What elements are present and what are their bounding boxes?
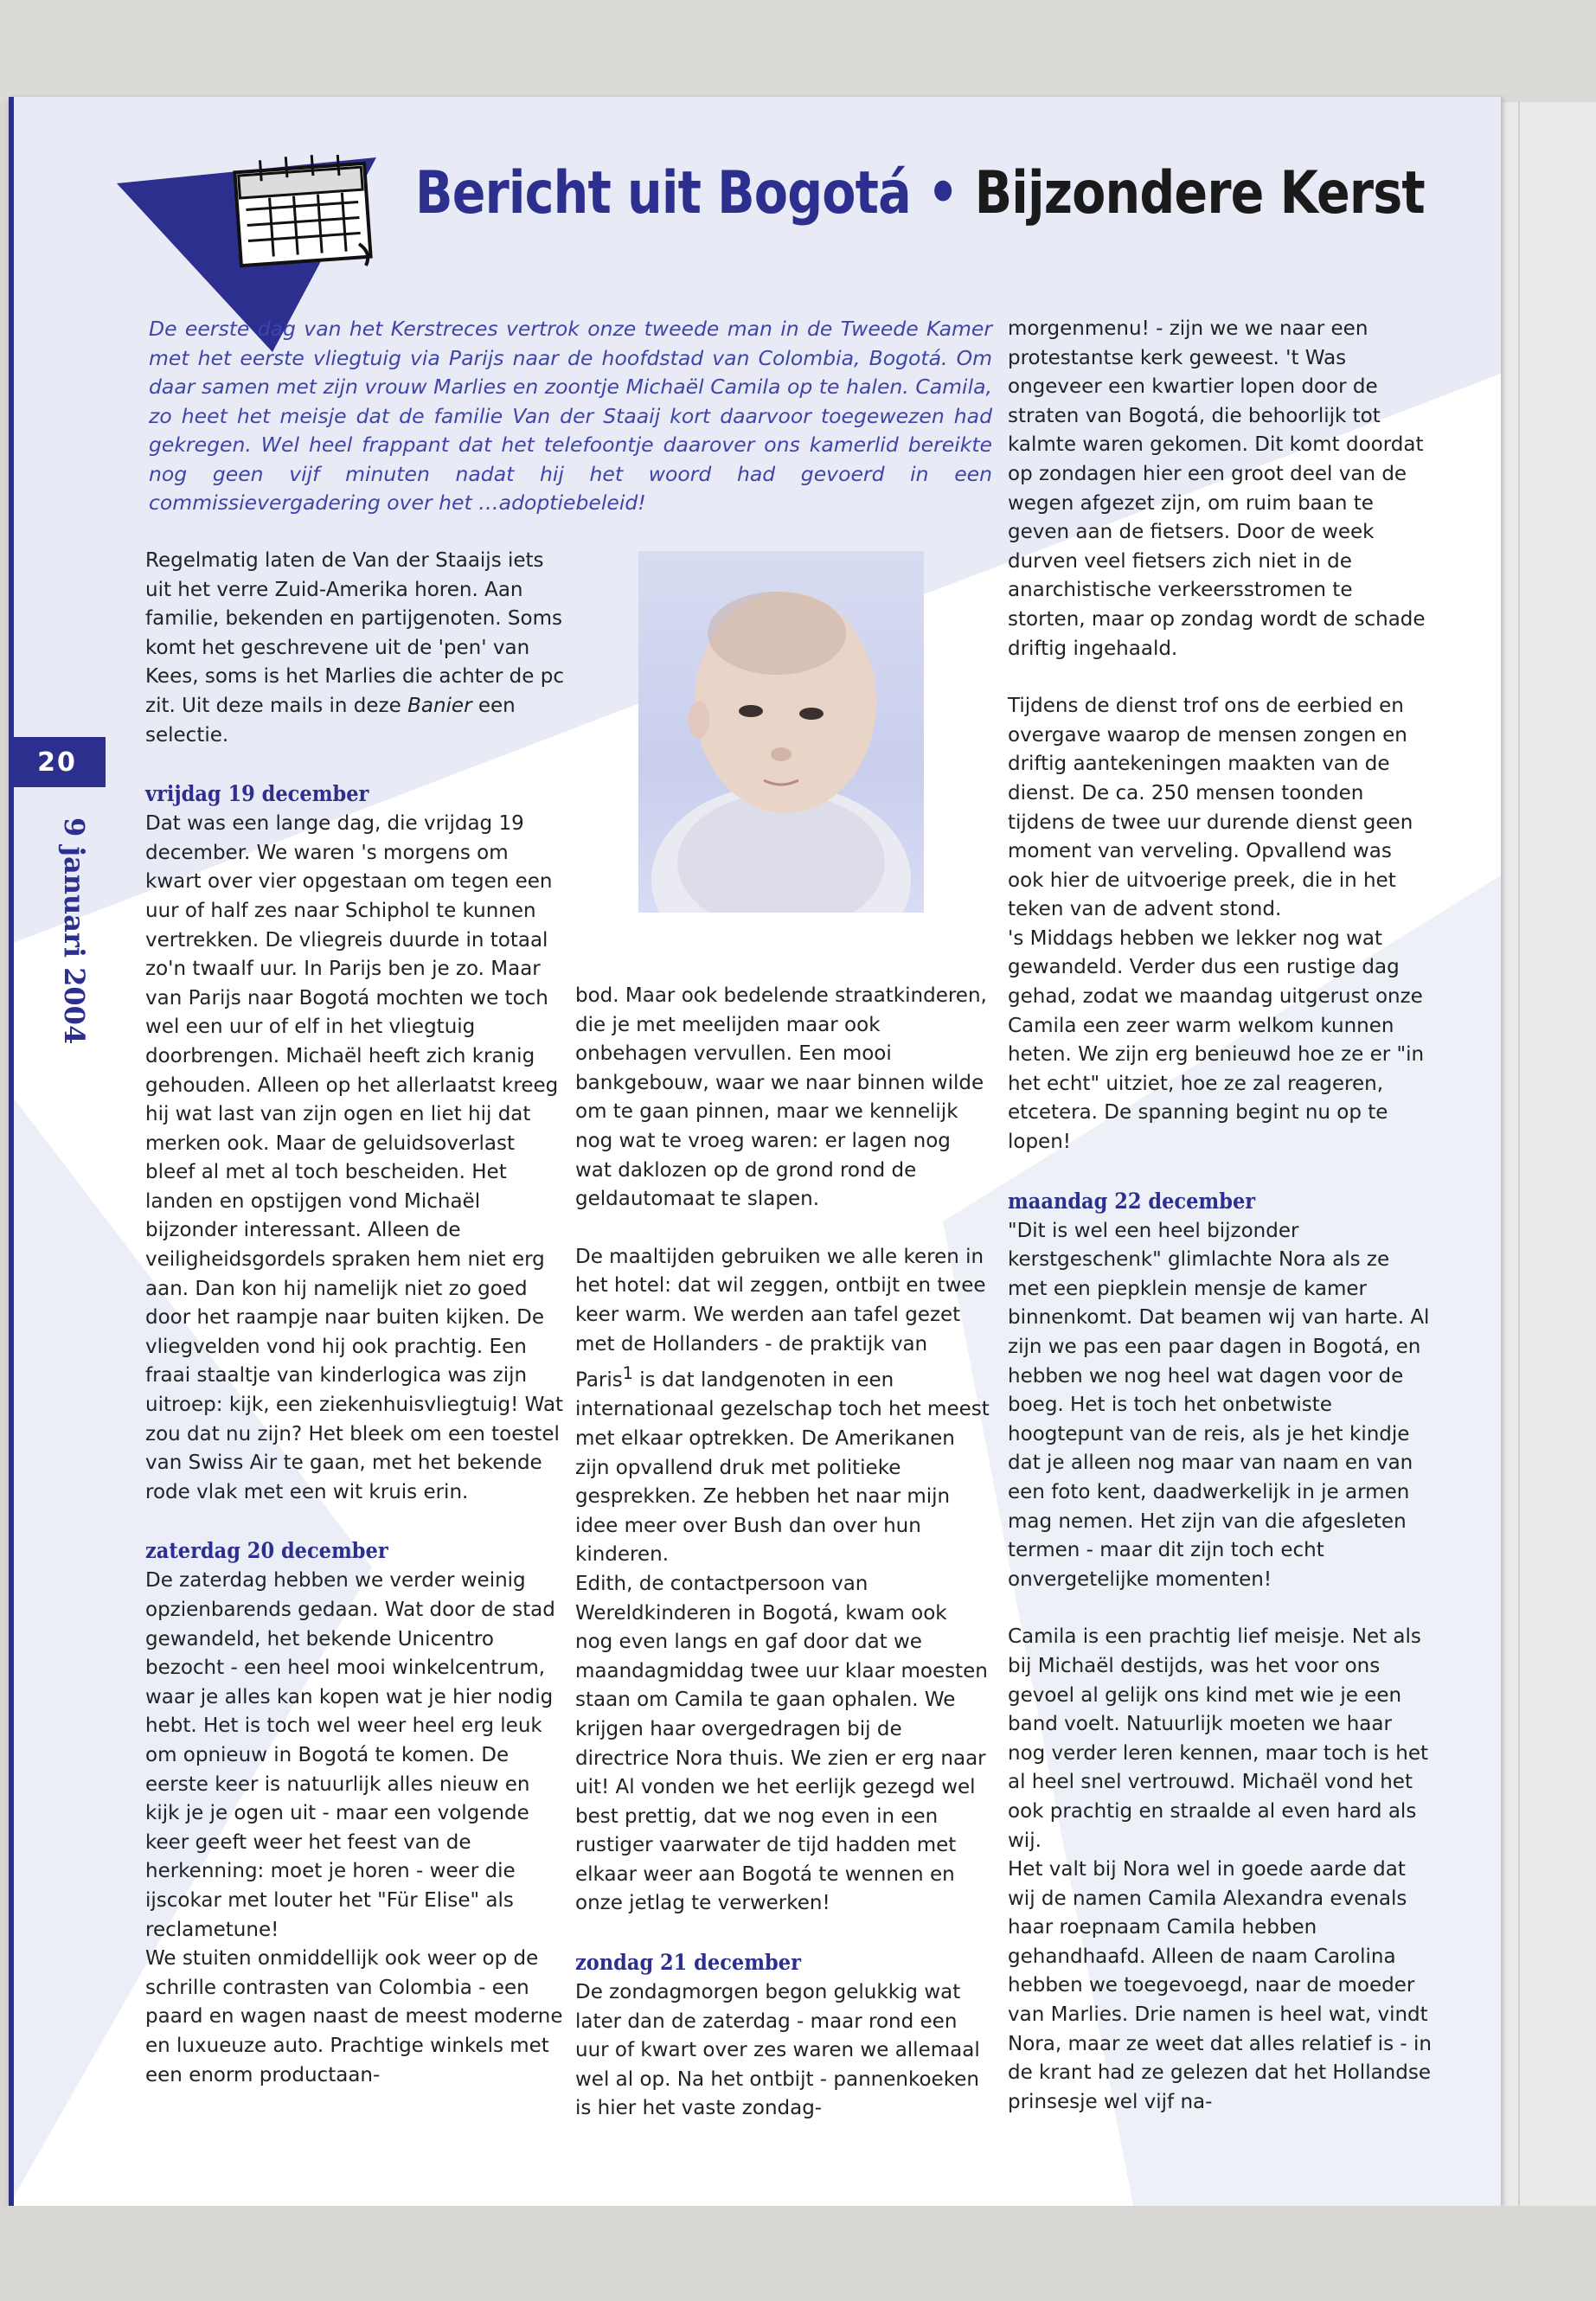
issue-date: 9 januari 2004 bbox=[58, 817, 91, 1045]
paragraph-edith: Edith, de contactpersoon van Wereldkinderen in Bogotá, kwam ook nog even langs en gaf door dat we maandagmiddag twee uur klaar moesten staan om Camila te gaan ophalen. We krijgen haar overgedragen bij de directrice Nora thuis. We zien er erg naar uit! Al vonden we het eerlijk gezegd wel best prettig, dat we nog even in een rustiger vaarwater de tijd hadden met elkaar weer aan Bogotá te wennen en onze jetlag te verwerken! bbox=[575, 1572, 988, 1915]
meals-text-cont: is dat landgenoten in een internationaal gezelschap toch het meest met elkaar optrekken. De Amerikanen zijn opvallend druk met politieke gesprekken. Ze hebben het naar mijn idee meer over Bush dan over hun kinderen. bbox=[575, 1368, 990, 1567]
column-2 bbox=[575, 982, 990, 2124]
baby-photo-illustration bbox=[638, 551, 924, 913]
paragraph-afternoon: 's Middags hebben we lekker nog wat gewandeld. Verder dus een rustige dag gehad, zodat we maandag uitgerust onze Camila een zeer warm welkom kunnen heten. We zijn erg benieuwd hoe ze er "in het echt" uitziet, hoe ze zal reageren, etcetera. De spanning begint nu op te lopen! bbox=[1008, 926, 1425, 1154]
title-part-1: Bericht uit Bogotá bbox=[415, 159, 911, 228]
paragraph-camila: Camila is een prachtig lief meisje. Net als bij Michaël destijds, was het voor ons gevoel al gelijk ons kind met wie je een band voelt. Natuurlijk moeten we haar nog verder leren kennen, maar toch is het al heel snel vertrouwd. Michaël vond het ook prachtig en straalde al even hard als wij. bbox=[1008, 1625, 1428, 1852]
spacer bbox=[1008, 1594, 1432, 1623]
heading-saturday: zaterdag 20 december bbox=[145, 1538, 388, 1564]
page-title bbox=[415, 159, 1425, 228]
next-page-edge bbox=[1501, 102, 1596, 2239]
page-number-tab bbox=[9, 737, 106, 787]
lead-paragraph bbox=[145, 547, 569, 750]
paragraph-monday: "Dit is wel een heel bijzonder kerstgeschenk" glimlachte Nora als ze met een piepklein mensje de kamer binnenkomt. Dat beamen wij van harte. Al zijn we pas een paar dagen in Bogotá, en hebben we nog heel wat dagen voor de boeg. Het is toch het onbetwiste hoogtepunt van de reis, als je het kindje dat je alleen nog maar van naam en van een foto kent, daadwerkelijk in je armen mag nemen. Het zijn van die afgesleten termen - maar dit zijn toch echt onvergetelijke momenten! bbox=[1008, 1219, 1430, 1591]
spacer bbox=[145, 750, 569, 779]
paragraph-meals bbox=[575, 1243, 990, 1570]
calendar-icon bbox=[229, 149, 381, 270]
title-bullet: • bbox=[910, 159, 975, 228]
paragraph-friday: Dat was een lange dag, die vrijdag 19 december. We waren 's morgens om kwart over vier opgestaan om tegen een uur of half zes naar Schiphol te kunnen vertrekken. De vliegreis duurde in totaal zo'n twaalf uur. In Parijs ben je zo. Maar van Parijs naar Bogotá mochten we toch wel een uur of elf in het vliegtuig doorbrengen. Michaël heeft zich kranig gehouden. Alleen op het allerlaatst kreeg hij wat last van zijn ogen en liet hij dat merken ook. Maar de geluidsoverlast bleef al met al toch bescheiden. Het landen en opstijgen vond Michaël bijzonder interessant. Alleen de veiligheidsgordels spraken hem niet erg aan. Dan kon hij namelijk niet zo goed door het raampje naar buiten kijken. De vliegvelden vond hij ook prachtig. Een fraai staaltje van kinderlogica was zijn uitroep: kijk, een ziekenhuisvliegtuig! Wat zou dat nu zijn? Het bleek om een toestel van Swiss Air te gaan, met het bekende rode vlak met een wit kruis erin. bbox=[145, 812, 564, 1503]
lead-emphasis: Banier bbox=[407, 694, 472, 717]
paragraph-saturday-1: De zaterdag hebben we verder weinig opzienbarends gedaan. Wat door de stad gewandeld, het bekende Unicentro bezocht - een heel mooi winkelcentrum, waar je alles kan kopen wat je hier nodig hebt. Het is toch wel weer heel erg leuk om opnieuw in Bogotá te komen. De eerste keer is natuurlijk alles nieuw en kijk je je ogen uit - maar een volgende keer geeft weer het feest van de herkenning: moet je horen - weer die ijscokar met louter het "Für Elise" als reclametune! bbox=[145, 1569, 555, 1941]
paragraph-service: Tijdens de dienst trof ons de eerbied en overgave waarop de mensen zongen en driftig aantekeningen maakten van de dienst. De ca. 250 mensen toonden tijdens de twee uur durende dienst geen moment van verveling. Opvallend was ook hier de uitvoerige preek, die in het teken van de advent stond. bbox=[1008, 695, 1413, 921]
title-part-2: Bijzondere Kerst bbox=[974, 159, 1425, 228]
column-1 bbox=[145, 547, 569, 2090]
spacer bbox=[1008, 663, 1432, 692]
paragraph-saturday-2: We stuiten onmiddellijk ook weer op de schrille contrasten van Colombia - een paard en wagen naast de meest moderne en luxueuze auto. Prachtige winkels met een enorm productaan- bbox=[145, 1947, 563, 2086]
spacer bbox=[575, 1215, 990, 1243]
paragraph-city: bod. Maar ook bedelende straatkinderen, die je met meelijden maar ook onbehagen vervullen. Een mooi bankgebouw, waar we naar binnen wilde om te gaan pinnen, maar we kennelijk nog wat te vroeg waren: er lagen nog wat daklozen op de grond rond de geldautomaat te slapen. bbox=[575, 984, 987, 1211]
lead-text: Regelmatig laten de Van der Staaijs iets uit het verre Zuid-Amerika horen. Aan familie, bekenden en partijgenoten. Soms komt het geschrevene uit de 'pen' van Kees, soms is het Marlies die achter de pc zit. Uit deze mails in deze bbox=[145, 549, 564, 717]
scan-background-top bbox=[0, 0, 1596, 102]
page-edge-line bbox=[1518, 102, 1520, 2239]
spacer bbox=[575, 1919, 990, 1947]
paragraph-names: Het valt bij Nora wel in goede aarde dat wij de namen Camila Alexandra evenals haar roepnaam Camila hebben gehandhaafd. Alleen de naam Carolina hebben we toegevoegd, naar de moeder van Marlies. Drie namen is heel wat, vindt Nora, maar ze weet dat alles relatief is - in de krant had ze gelezen dat het Hollandse prinsesje wel vijf na- bbox=[1008, 1858, 1432, 2113]
paragraph-sunday: De zondagmorgen begon gelukkig wat later dan de zaterdag - maar rond een uur of kwart over zes waren we allemaal wel al op. Na het ontbijt - pannenkoeken is hier het vaste zondag- bbox=[575, 1981, 980, 2120]
scan-background-bottom bbox=[0, 2206, 1596, 2301]
spacer bbox=[145, 1507, 569, 1535]
lead-text-end: een selectie. bbox=[145, 694, 516, 747]
heading-sunday: zondag 21 december bbox=[575, 1950, 801, 1976]
intro-paragraph: De eerste dag van het Kerstreces vertrok onze tweede man in de Tweede Kamer met het eerste vliegtuig via Parijs naar de hoofdstad van Colombia, Bogotá. Om daar samen met zijn vrouw Marlies en zoontje Michaël Camila op te halen. Camila, zo heet het meisje dat de familie Van der Staaij kort daarvoor toegewezen had gekregen. Wel heel frappant dat het telefoontje daarover ons kamerlid bereikte nog geen vijf minuten nadat hij het woord had gevoerd in een commissievergadering over het …adoptiebeleid! bbox=[149, 317, 992, 515]
paragraph-church-walk: morgenmenu! - zijn we we naar een protestantse kerk geweest. 't Was ongeveer een kwartier lopen door de straten van Bogotá, die behoorlijk tot kalmte waren gekomen. Dit komt doordat op zondagen hier een groot deel van de wegen afgezet zijn, om ruim baan te geven aan de fietsers. Door de week durven veel fietsers zich niet in de anarchistische verkeersstromen te storten, maar op zondag wordt de schade driftig ingehaald. bbox=[1008, 317, 1426, 660]
heading-monday: maandag 22 december bbox=[1008, 1188, 1256, 1214]
spacer bbox=[1008, 1157, 1432, 1186]
spine-line bbox=[9, 97, 14, 2206]
baby-photo bbox=[638, 551, 924, 913]
column-3 bbox=[1008, 315, 1432, 2117]
meals-text: De maaltijden gebruiken we alle keren in het hotel: dat wil zeggen, ontbijt en twee keer warm. We werden aan tafel gezet met de Hollanders - de praktijk van Paris bbox=[575, 1245, 986, 1392]
page-number: 20 bbox=[37, 747, 77, 778]
magazine-page bbox=[9, 97, 1501, 2206]
footnote-marker: 1 bbox=[622, 1363, 633, 1384]
heading-friday: vrijdag 19 december bbox=[145, 781, 369, 807]
